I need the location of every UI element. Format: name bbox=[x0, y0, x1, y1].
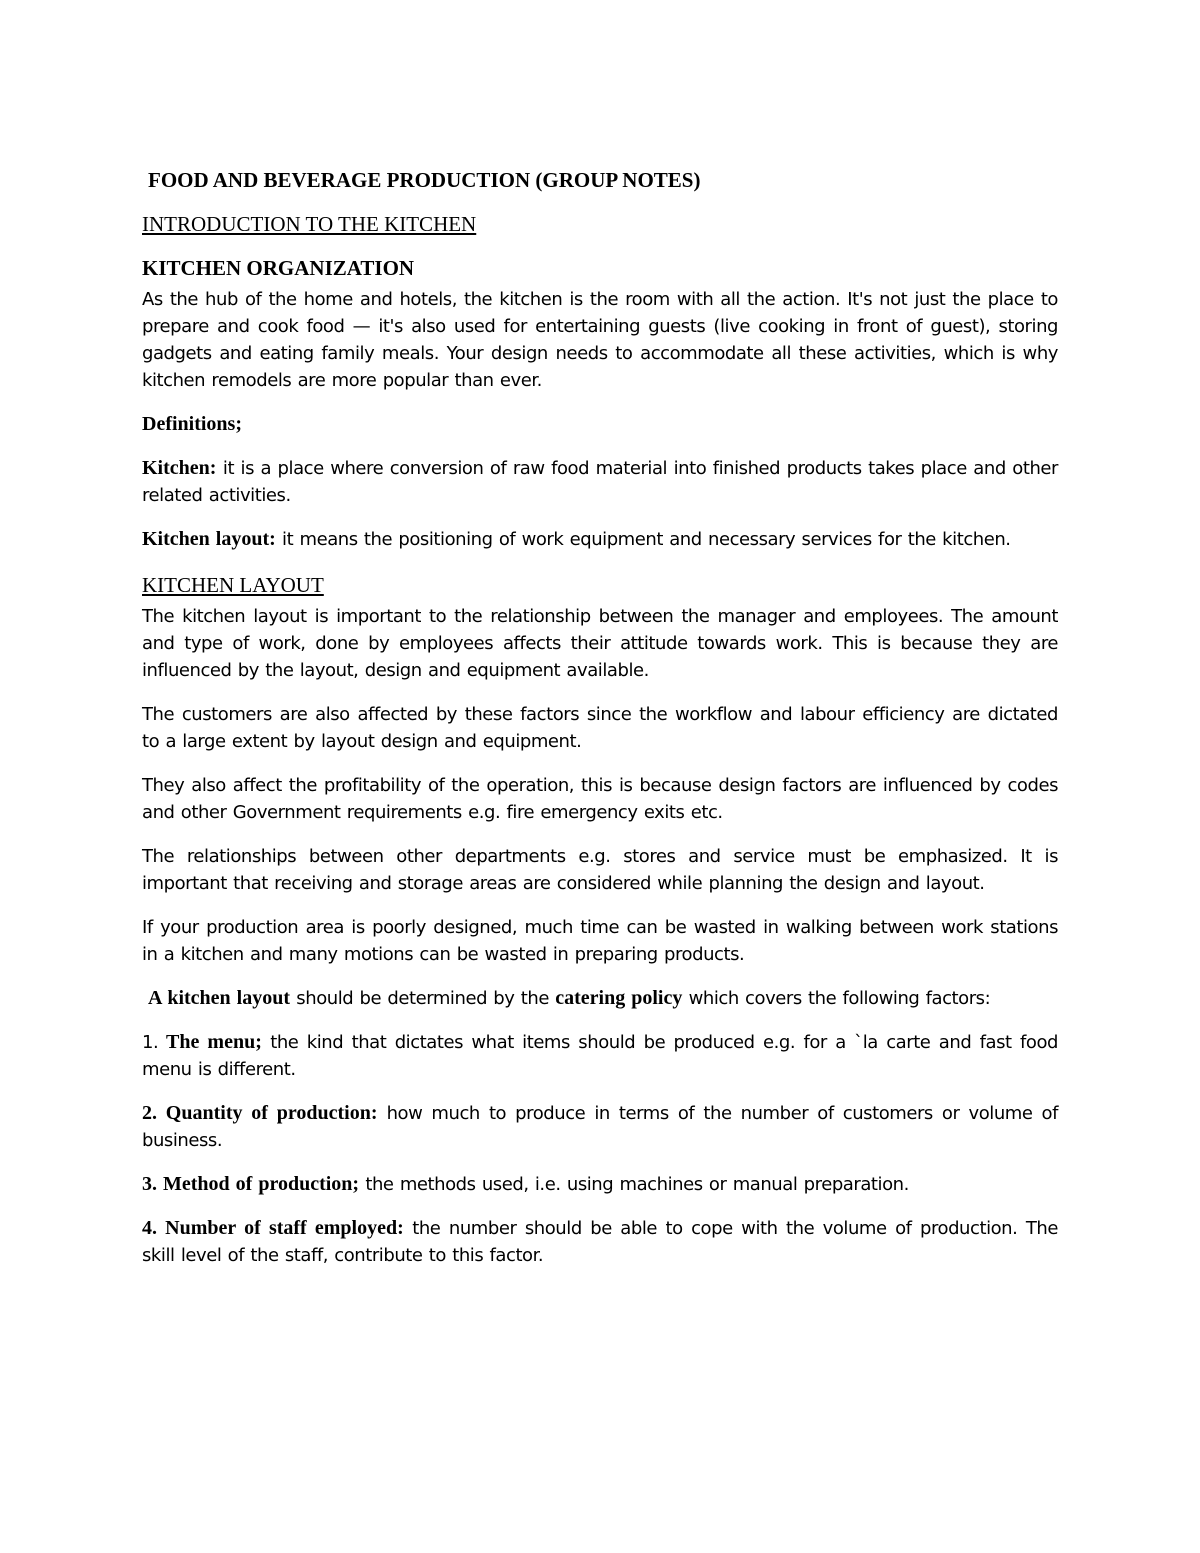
factor-item bbox=[142, 1029, 1058, 1083]
factor-number: 2. bbox=[142, 1102, 157, 1124]
layout-paragraph-5: If your production area is poorly designed, much time can be wasted in walking between work stations in a kitchen and many motions can be wasted in preparing products. bbox=[142, 917, 1058, 965]
policy-text-2: which covers the following factors: bbox=[682, 988, 991, 1009]
factor-term: Quantity of production: bbox=[157, 1102, 378, 1124]
definition-kitchen-term: Kitchen: bbox=[142, 457, 217, 479]
policy-term-kitchen-layout: A kitchen layout bbox=[148, 987, 291, 1009]
factor-number: 3. bbox=[142, 1173, 157, 1195]
definitions-heading-text: Definitions; bbox=[142, 413, 242, 435]
factor-item bbox=[142, 1215, 1058, 1269]
factor-term: The menu; bbox=[158, 1031, 262, 1053]
policy-term-catering-policy: catering policy bbox=[555, 987, 683, 1009]
factor-text: the kind that dictates what items should be produced e.g. for a `la carte and fast food menu is different. bbox=[142, 1032, 1058, 1080]
document-title: FOOD AND BEVERAGE PRODUCTION (GROUP NOTES) bbox=[148, 168, 701, 192]
layout-paragraph-3: They also affect the profitability of the operation, this is because design factors are influenced by codes and other Government requirements e.g. fire emergency exits etc. bbox=[142, 775, 1058, 823]
catering-policy-paragraph bbox=[142, 985, 1058, 1012]
layout-heading: KITCHEN LAYOUT bbox=[142, 573, 324, 597]
document-page bbox=[142, 158, 1058, 1269]
definition-layout-text: it means the positioning of work equipment and necessary services for the kitchen. bbox=[275, 529, 1011, 550]
definition-kitchen-text: it is a place where conversion of raw food material into finished products takes place and other related activities. bbox=[142, 458, 1058, 506]
layout-paragraph-1: The kitchen layout is important to the relationship between the manager and employees. The amount and type of work, done by employees affects their attitude towards work. This is because they are influenced by the layout, design and equipment available. bbox=[142, 606, 1058, 681]
factor-text: the number should be able to cope with the volume of production. The skill level of the staff, contribute to this factor. bbox=[142, 1218, 1058, 1266]
factor-term: Number of staff employed: bbox=[157, 1217, 404, 1239]
definitions-heading bbox=[142, 411, 1058, 438]
factor-item bbox=[142, 1171, 1058, 1198]
factor-term: Method of production; bbox=[157, 1173, 360, 1195]
factor-number: 1. bbox=[142, 1032, 159, 1053]
definition-kitchen bbox=[142, 455, 1058, 509]
factor-text: the methods used, i.e. using machines or manual preparation. bbox=[359, 1174, 909, 1195]
layout-paragraph-2: The customers are also affected by these factors since the workflow and labour efficiency are dictated to a large extent by layout design and equipment. bbox=[142, 704, 1058, 752]
layout-paragraph-4: The relationships between other departments e.g. stores and service must be emphasized. It is important that receiving and storage areas are considered while planning the design and layout. bbox=[142, 846, 1058, 894]
org-heading: KITCHEN ORGANIZATION bbox=[142, 256, 415, 280]
intro-heading: INTRODUCTION TO THE KITCHEN bbox=[142, 212, 477, 236]
definition-layout-term: Kitchen layout: bbox=[142, 528, 276, 550]
policy-text-1: should be determined by the bbox=[290, 988, 556, 1009]
org-paragraph: As the hub of the home and hotels, the kitchen is the room with all the action. It's not just the place to prepare and cook food — it's also used for entertaining guests (live cooking in front of guest), storing gadgets and eating family meals. Your design needs to accommodate all these activities, which is why kitchen remodels are more popular than ever. bbox=[142, 289, 1058, 391]
factor-number: 4. bbox=[142, 1217, 157, 1239]
definition-layout bbox=[142, 526, 1058, 553]
factor-text: how much to produce in terms of the number of customers or volume of business. bbox=[142, 1103, 1059, 1151]
factor-item bbox=[142, 1100, 1058, 1154]
